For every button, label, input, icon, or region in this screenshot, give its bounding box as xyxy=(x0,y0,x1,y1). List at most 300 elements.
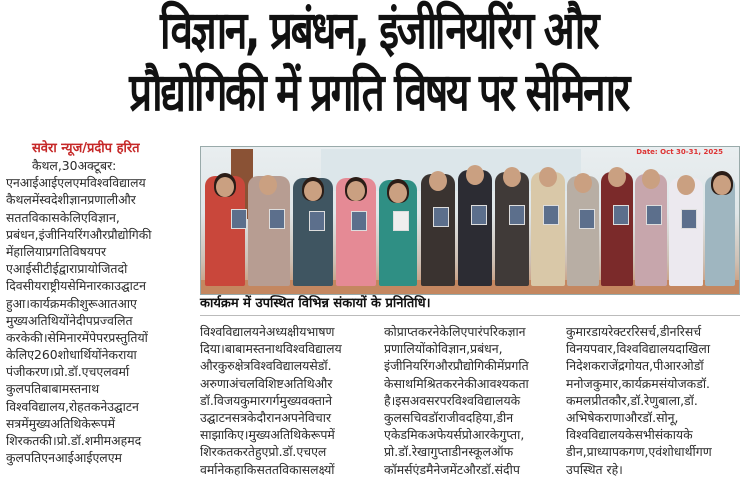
word: एनआईआईएलएम xyxy=(6,175,87,191)
word: आरके xyxy=(472,427,500,443)
text-line xyxy=(566,426,740,443)
word: शुरूआत xyxy=(79,295,118,311)
word: के xyxy=(624,427,635,443)
person-head xyxy=(466,165,484,185)
word: में xyxy=(6,243,14,259)
word: लक्ष्यों xyxy=(310,461,335,477)
text-line xyxy=(6,449,192,466)
word: और xyxy=(435,358,453,374)
word: शमीम xyxy=(84,433,112,448)
word: मुख्य xyxy=(248,427,271,443)
word: अहमद xyxy=(111,433,142,448)
word: गोयत, xyxy=(624,358,654,374)
text-line xyxy=(384,461,554,478)
text-line xyxy=(6,432,192,449)
text-line xyxy=(200,443,372,460)
word: कुलसचिव xyxy=(384,409,429,425)
person-head xyxy=(389,183,407,203)
person-head xyxy=(503,167,521,187)
word: मुख्य xyxy=(279,392,302,408)
word: प्रो xyxy=(461,427,472,443)
word: प्रस्तुतियों xyxy=(108,329,148,345)
person-head xyxy=(574,173,592,193)
word: शिरकत xyxy=(6,433,40,448)
word: दौरान xyxy=(256,409,282,425)
word: अतिथि xyxy=(270,427,302,443)
word: में xyxy=(81,329,90,345)
word: विश्वविद्यालय xyxy=(566,427,625,443)
text-line xyxy=(200,323,372,340)
text-line xyxy=(6,346,192,363)
word: अवसर xyxy=(409,392,440,408)
text-line xyxy=(6,295,192,312)
word: वक्ता xyxy=(301,392,326,408)
book xyxy=(231,209,247,229)
person-head xyxy=(259,175,277,195)
word: बाबा xyxy=(224,341,246,357)
word: मस्तनाथ xyxy=(61,381,100,397)
photo-caption: कार्यक्रम में उपस्थित विभिन्न संकायों के प्रनितिधि। xyxy=(200,296,431,311)
text-line xyxy=(6,174,192,191)
book xyxy=(579,209,595,229)
word: के xyxy=(246,409,257,425)
word: विश्वविद्यालय, xyxy=(6,398,69,414)
word: रूप xyxy=(310,427,328,443)
word: से xyxy=(309,358,318,374)
word: विकास xyxy=(28,209,60,225)
text-line xyxy=(384,426,554,443)
word: कहा xyxy=(224,461,244,477)
word: आवश्यकता xyxy=(476,375,529,391)
word: विकास xyxy=(278,461,311,477)
word: एंड xyxy=(412,461,426,477)
word: डॉ. xyxy=(642,409,657,425)
word: में xyxy=(21,415,29,431)
word: साथ xyxy=(393,375,414,391)
word: प्राप्त xyxy=(396,324,418,339)
word: का xyxy=(101,278,115,294)
word: डॉ. xyxy=(630,392,645,408)
word: अतिथि xyxy=(50,415,82,431)
article-column-1 xyxy=(6,157,192,466)
word: पवार, xyxy=(590,341,617,357)
book xyxy=(269,209,285,229)
person-head xyxy=(539,167,557,187)
word: के xyxy=(384,375,394,391)
word: 260 xyxy=(34,347,58,363)
word: विज्ञान, xyxy=(87,209,120,225)
word: निदेशक xyxy=(566,358,601,374)
word: गुप्ता, xyxy=(499,427,525,443)
word: लिए xyxy=(448,324,468,339)
word: इंजीनियरिंग xyxy=(384,358,436,374)
word: प्रौद्योगिकी xyxy=(452,358,497,374)
article-column-4 xyxy=(566,323,740,478)
headline-line-2: प्रौद्योगिकी में प्रगति विषय पर सेमिनार xyxy=(129,63,629,123)
word: स्कूल xyxy=(468,444,491,460)
word: संयोजक xyxy=(658,375,697,391)
person-head xyxy=(677,175,695,195)
text-line xyxy=(6,209,192,226)
word: और xyxy=(89,226,108,242)
word: कराया xyxy=(108,347,137,363)
word: ज्ञान xyxy=(69,192,88,208)
word: : xyxy=(112,158,117,173)
word: अफेयर्स xyxy=(427,427,462,443)
word: एकेडमिक xyxy=(384,427,428,443)
word: एचएल xyxy=(81,364,112,380)
word: मिश्रित xyxy=(413,375,443,391)
word: कॉमर्स xyxy=(384,461,413,477)
text-line xyxy=(6,277,192,294)
photo-banner-date: Date: Oct 30-31, 2025 xyxy=(636,148,723,156)
word: कमलप्रीत xyxy=(566,392,609,408)
word: सतत xyxy=(6,209,29,225)
word: पंजीकरण। xyxy=(6,364,54,380)
word: एवं xyxy=(648,444,663,460)
word: साझा xyxy=(200,427,225,443)
book xyxy=(646,205,662,225)
word: ने xyxy=(258,324,266,339)
word: प्रौद्योगिकी xyxy=(107,226,152,242)
word: एचएल xyxy=(296,444,327,460)
word: इंजीनियरिंग xyxy=(38,226,90,242)
word: पर xyxy=(93,243,107,259)
text-line xyxy=(566,340,740,357)
word: बाबा xyxy=(41,381,62,397)
word: एआईसीटीई xyxy=(6,261,59,277)
word: प्रो. xyxy=(56,433,71,448)
word: अतिथियों xyxy=(27,312,70,328)
book xyxy=(351,211,367,231)
word: लिए xyxy=(69,209,88,225)
word: भाषण xyxy=(306,324,335,339)
word: राजीव xyxy=(438,409,466,425)
word: एनआईआईएलएम xyxy=(41,450,122,466)
word: पेपर xyxy=(89,329,109,345)
person-head xyxy=(304,181,322,201)
text-line xyxy=(384,357,554,374)
word: मस्तनाथ xyxy=(245,341,283,357)
word: प्रायोजित xyxy=(77,261,118,277)
word: करके xyxy=(6,329,31,345)
word: मुख्य xyxy=(6,312,28,328)
text-line xyxy=(200,340,372,357)
word: प्रणालियों xyxy=(384,341,426,357)
word: और xyxy=(463,461,481,477)
text-line xyxy=(200,461,372,478)
word: डीन xyxy=(659,324,677,339)
byline: सवेरा न्यूज/प्रदीप हरित xyxy=(32,141,140,156)
text-line xyxy=(6,191,192,208)
word: डीन, xyxy=(566,444,587,460)
word: ने xyxy=(69,312,77,328)
person-head xyxy=(347,181,365,201)
text-line xyxy=(566,443,740,460)
word: राजेंद्र xyxy=(600,358,625,374)
book xyxy=(543,205,559,225)
word: प्राध्यापकगण, xyxy=(586,444,649,460)
word: कुमार, xyxy=(592,375,622,391)
word: वर्मा xyxy=(200,461,218,477)
word: प्रबंधन, xyxy=(470,341,503,357)
word: रूप xyxy=(90,415,108,431)
text-line xyxy=(6,363,192,380)
word: सत्र xyxy=(6,415,22,431)
word: संदीप xyxy=(494,461,520,477)
word: विषय xyxy=(69,243,94,259)
book xyxy=(681,209,697,229)
word: उद्घाटन xyxy=(107,398,139,414)
person-head xyxy=(642,169,660,189)
word: गुप्ता xyxy=(430,444,452,460)
word: सेमिनार xyxy=(47,329,82,345)
word: कौर, xyxy=(608,392,631,408)
text-line xyxy=(384,409,554,426)
word: अभिषेक xyxy=(566,409,605,425)
word: बाला, xyxy=(658,392,685,408)
word: डॉ xyxy=(693,358,704,374)
caption-divider xyxy=(200,315,740,316)
text-line xyxy=(566,375,740,392)
word: कार्यक्रम xyxy=(29,295,67,311)
text-line xyxy=(384,375,554,392)
text-line xyxy=(566,392,740,409)
word: डायरेक्टर xyxy=(591,324,632,339)
word: रेखा xyxy=(411,444,431,460)
person xyxy=(635,174,667,286)
text-line xyxy=(200,409,372,426)
dateline xyxy=(6,157,192,174)
word: डॉ. xyxy=(200,392,214,408)
word: संकाय xyxy=(654,427,684,443)
book xyxy=(393,211,409,231)
word: कुलपति xyxy=(6,450,42,466)
word: सभी xyxy=(634,427,655,443)
word: डॉ. xyxy=(70,433,85,448)
word: विश्वविद्यालय xyxy=(616,341,676,357)
book xyxy=(509,205,525,225)
word: इस xyxy=(395,392,410,408)
text-line xyxy=(6,260,192,277)
text-line xyxy=(566,357,740,374)
word: ने xyxy=(101,347,109,363)
word: करते xyxy=(233,444,255,460)
word: विश्वविद्यालय xyxy=(86,175,146,191)
text-line xyxy=(200,392,372,409)
text-line xyxy=(6,415,192,432)
word: दहिया, xyxy=(465,409,497,425)
word: उद्घाटन xyxy=(200,409,232,425)
text-line xyxy=(384,340,554,357)
word: ज्ञान xyxy=(507,324,526,339)
word: की xyxy=(66,295,80,311)
person xyxy=(458,170,492,286)
word: उद्घाटन xyxy=(114,278,146,294)
word: डॉ. xyxy=(282,444,297,460)
word: रिसर्च, xyxy=(631,324,660,339)
word: के xyxy=(81,415,91,431)
word: प्रगति xyxy=(504,358,529,374)
book xyxy=(309,211,325,231)
word: लिए xyxy=(15,347,34,363)
text-line xyxy=(6,329,192,346)
word: ने xyxy=(325,392,332,408)
word: रोहतक xyxy=(68,398,101,414)
word: ऑफ xyxy=(490,444,514,460)
word: हुए xyxy=(254,444,269,460)
word: और xyxy=(200,358,218,374)
word: विचार xyxy=(304,409,332,425)
word: अपने xyxy=(281,409,305,425)
text-line xyxy=(566,409,740,426)
text-line xyxy=(6,226,192,243)
word: प्रो. xyxy=(384,444,399,460)
word: सतत xyxy=(256,461,279,477)
word: कुमार xyxy=(566,324,592,339)
word: डॉ. xyxy=(317,358,332,374)
word: विश्वविद्यालय xyxy=(451,392,511,408)
word: विश्वविद्यालय xyxy=(250,358,310,374)
word: में xyxy=(107,415,115,431)
person-head xyxy=(216,177,234,197)
text-line xyxy=(6,380,192,397)
text-line xyxy=(200,375,372,392)
text-line xyxy=(200,426,372,443)
word: विज्ञान, xyxy=(437,341,471,357)
word: कार्यक्रम xyxy=(621,375,659,391)
word: कुमार xyxy=(240,392,266,408)
word: के xyxy=(510,392,521,408)
word: के xyxy=(301,427,311,443)
text-line xyxy=(6,398,192,415)
word: किए। xyxy=(224,427,249,443)
word: ने xyxy=(100,398,108,414)
text-line xyxy=(384,323,554,340)
word: दाखिला xyxy=(675,341,711,357)
word: अध्यक्षीय xyxy=(265,324,307,339)
word: डॉ. xyxy=(684,392,698,408)
word: पीआरओ xyxy=(653,358,694,374)
headline xyxy=(12,0,629,124)
book xyxy=(471,205,487,225)
word: के xyxy=(439,324,449,339)
word: करने xyxy=(417,324,440,339)
event-photo xyxy=(200,146,740,295)
word: डॉ. xyxy=(480,461,495,477)
word: कुलपति xyxy=(6,381,42,397)
word: की। xyxy=(39,433,57,448)
text-line xyxy=(200,357,372,374)
word: मुख्य xyxy=(28,415,51,431)
text-line xyxy=(384,443,554,460)
word: मनोज xyxy=(566,375,593,391)
word: अरुणा xyxy=(200,375,230,391)
word: के xyxy=(59,209,70,225)
word: हुआ। xyxy=(6,295,30,311)
book xyxy=(433,207,449,227)
word: अतिथि xyxy=(283,375,315,391)
word: विजय xyxy=(213,392,241,408)
word: सेमिनार xyxy=(67,278,102,294)
word: की xyxy=(464,375,477,391)
word: प्रो. xyxy=(53,364,68,380)
text-line xyxy=(6,243,192,260)
word: पर xyxy=(439,392,452,408)
text-line xyxy=(384,392,554,409)
word: दो xyxy=(117,261,128,277)
word: के xyxy=(683,427,693,443)
word: और xyxy=(314,375,333,391)
word: गर्ग xyxy=(265,392,280,408)
word: विशिष्ट xyxy=(254,375,284,391)
word: डॉ. xyxy=(696,375,710,391)
person-head xyxy=(608,167,626,187)
article-column-2 xyxy=(200,323,372,478)
book xyxy=(613,205,629,225)
person xyxy=(601,172,633,286)
word: को xyxy=(425,341,438,357)
word: के xyxy=(6,347,16,363)
word: मैनेजमेंट xyxy=(426,461,464,477)
word: विश्वविद्यालय xyxy=(200,324,259,339)
word: विनय xyxy=(566,341,591,357)
word: द्वारा xyxy=(58,261,78,277)
person xyxy=(495,172,529,286)
word: दीप xyxy=(76,312,93,328)
word: डॉ xyxy=(428,409,439,425)
word: दिया। xyxy=(200,341,225,357)
word: करने xyxy=(442,375,465,391)
word: डीन xyxy=(496,409,514,425)
word: और xyxy=(624,409,643,425)
word: अंचल xyxy=(229,375,255,391)
word: है। xyxy=(384,392,396,408)
word: स्वदेशी xyxy=(39,192,70,208)
word: को xyxy=(384,324,397,339)
word: हालिया xyxy=(13,243,46,259)
person-head xyxy=(713,175,731,195)
word: आए xyxy=(117,295,137,311)
word: डॉ. xyxy=(398,444,412,460)
word: कैथल xyxy=(6,192,32,208)
word: कुरुक्षेत्र xyxy=(217,358,251,374)
word: प्रबंधन, xyxy=(6,226,39,242)
word: की। xyxy=(30,329,48,345)
article-column-3 xyxy=(384,323,554,478)
word: प्रगति xyxy=(45,243,70,259)
word: विश्वविद्यालय xyxy=(282,341,342,357)
word: अक्टूबर xyxy=(77,158,113,173)
word: कि xyxy=(243,461,257,477)
text-line xyxy=(6,312,192,329)
word: डॉ. xyxy=(67,364,82,380)
word: प्रणाली xyxy=(87,192,119,208)
word: शिरकत xyxy=(200,444,234,460)
word: प्रो. xyxy=(268,444,283,460)
text-line: उपस्थित रहे। xyxy=(566,461,623,477)
person xyxy=(531,172,565,286)
word: राष्ट्रीय xyxy=(41,278,68,294)
word: सत्र xyxy=(231,409,247,425)
word: में xyxy=(327,427,335,443)
word: पारंपरिक xyxy=(467,324,508,339)
word: राणा xyxy=(604,409,625,425)
word: शोधार्थियों xyxy=(57,347,102,363)
word: वर्मा xyxy=(111,364,130,380)
headline-line-1: विज्ञान, प्रबंधन, इंजीनियरिंग और xyxy=(159,1,598,61)
word: शोधार्थीगण xyxy=(662,444,712,460)
